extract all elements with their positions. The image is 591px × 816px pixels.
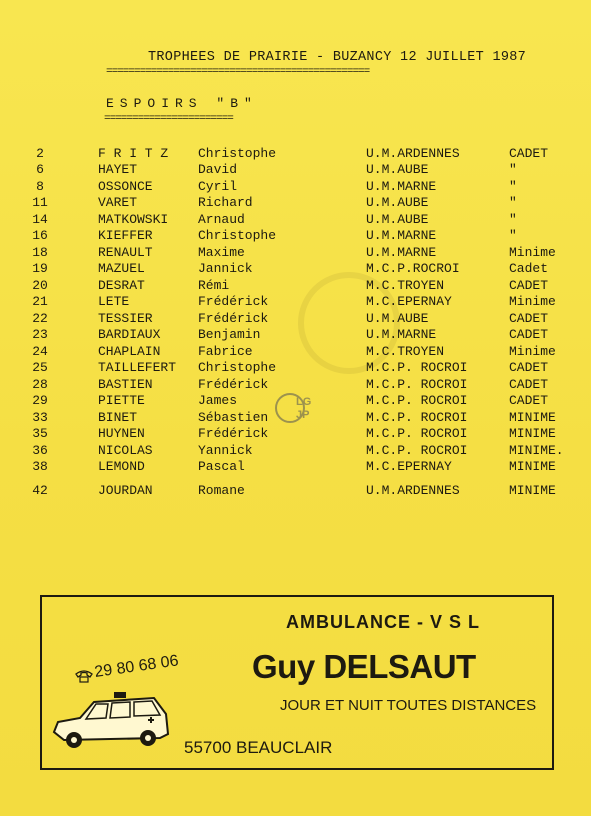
rider-last-name: BARDIAUX [98, 327, 161, 342]
rider-last-name: LETE [98, 294, 130, 309]
rider-last-name: VARET [98, 195, 138, 210]
rider-number: 2 [36, 146, 44, 161]
result-row [0, 195, 591, 211]
result-row [0, 245, 591, 261]
rider-number: 23 [32, 327, 48, 342]
rider-last-name: TAILLEFERT [98, 360, 177, 375]
rider-number: 35 [32, 426, 48, 441]
result-row [0, 311, 591, 327]
rider-category: CADET [509, 278, 549, 293]
rider-club: U.M.AUBE [366, 311, 429, 326]
result-row [0, 443, 591, 459]
rider-first-name: Christophe [198, 360, 277, 375]
rider-category: Minime [509, 344, 556, 359]
rider-first-name: Maxime [198, 245, 245, 260]
rider-first-name: Rémi [198, 278, 230, 293]
rider-club: U.M.ARDENNES [366, 146, 460, 161]
rider-first-name: Frédérick [198, 311, 269, 326]
rider-first-name: Frédérick [198, 426, 269, 441]
rider-first-name: Sébastien [198, 410, 269, 425]
rider-first-name: Fabrice [198, 344, 253, 359]
rider-number: 24 [32, 344, 48, 359]
rider-category: CADET [509, 377, 549, 392]
rider-category: Cadet [509, 261, 549, 276]
rider-club: U.M.ARDENNES [366, 483, 460, 498]
rider-category: Minime [509, 245, 556, 260]
telephone-icon [74, 668, 94, 684]
result-row [0, 426, 591, 442]
section-underline: ======================= [104, 113, 233, 125]
rider-first-name: Frédérick [198, 377, 269, 392]
rider-last-name: BASTIEN [98, 377, 153, 392]
rider-club: U.M.AUBE [366, 162, 429, 177]
rider-last-name: DESRAT [98, 278, 145, 293]
rider-category: MINIME [509, 459, 556, 474]
rider-category: " [509, 212, 517, 227]
rider-last-name: KIEFFER [98, 228, 153, 243]
result-row [0, 146, 591, 162]
rider-number: 33 [32, 410, 48, 425]
rider-last-name: HUYNEN [98, 426, 145, 441]
rider-number: 21 [32, 294, 48, 309]
rider-first-name: Christophe [198, 228, 277, 243]
ad-company-name: Guy DELSAUT [252, 648, 476, 685]
ad-title: AMBULANCE - V S L [286, 612, 480, 632]
rider-number: 20 [32, 278, 48, 293]
rider-category: CADET [509, 327, 549, 342]
rider-first-name: Cyril [198, 179, 238, 194]
title-underline: =============================================== [106, 66, 370, 78]
rider-club: U.M.AUBE [366, 212, 429, 227]
rider-first-name: Richard [198, 195, 253, 210]
watermark-logo [270, 388, 322, 428]
rider-number: 38 [32, 459, 48, 474]
rider-category: CADET [509, 311, 549, 326]
rider-first-name: David [198, 162, 238, 177]
rider-category: CADET [509, 360, 549, 375]
ad-subtitle: JOUR ET NUIT TOUTES DISTANCES [280, 697, 537, 714]
rider-club: M.C.TROYEN [366, 278, 445, 293]
ad-phone-number: 29 80 68 06 [93, 652, 180, 682]
rider-number: 29 [32, 393, 48, 408]
rider-last-name: JOURDAN [98, 483, 153, 498]
rider-number: 28 [32, 377, 48, 392]
rider-last-name: F R I T Z [98, 146, 169, 161]
rider-first-name: Pascal [198, 459, 245, 474]
rider-first-name: Romane [198, 483, 245, 498]
rider-club: M.C.P. ROCROI [366, 410, 468, 425]
rider-club: M.C.P. ROCROI [366, 393, 468, 408]
rider-category: " [509, 162, 517, 177]
result-row [0, 278, 591, 294]
rider-last-name: RENAULT [98, 245, 153, 260]
rider-last-name: BINET [98, 410, 138, 425]
result-row [0, 212, 591, 228]
rider-club: M.C.P.ROCROI [366, 261, 460, 276]
rider-category: " [509, 195, 517, 210]
rider-club: M.C.P. ROCROI [366, 426, 468, 441]
rider-number: 25 [32, 360, 48, 375]
rider-club: U.M.MARNE [366, 245, 437, 260]
rider-first-name: James [198, 393, 238, 408]
rider-number: 36 [32, 443, 48, 458]
rider-first-name: Arnaud [198, 212, 245, 227]
page-title: TROPHEES DE PRAIRIE - BUZANCY 12 JUILLET 1987 [148, 50, 527, 65]
rider-number: 14 [32, 212, 48, 227]
rider-category: Minime [509, 294, 556, 309]
rider-club: U.M.MARNE [366, 327, 437, 342]
rider-category: " [509, 228, 517, 243]
result-row [0, 261, 591, 277]
rider-club: M.C.P. ROCROI [366, 377, 468, 392]
result-row [0, 459, 591, 475]
rider-first-name: Benjamin [198, 327, 261, 342]
rider-number: 11 [32, 195, 48, 210]
result-row [0, 294, 591, 310]
section-heading: ESPOIRS "B" [106, 96, 258, 111]
result-row [0, 179, 591, 195]
rider-club: M.C.EPERNAY [366, 294, 452, 309]
result-row [0, 360, 591, 376]
rider-category: MINIME [509, 426, 556, 441]
result-row [0, 228, 591, 244]
rider-category: MINIME [509, 410, 556, 425]
svg-text:LG: LG [296, 396, 312, 408]
rider-number: 8 [36, 179, 44, 194]
result-row [0, 344, 591, 360]
rider-last-name: PIETTE [98, 393, 145, 408]
rider-first-name: Christophe [198, 146, 277, 161]
rider-last-name: MAZUEL [98, 261, 145, 276]
rider-number: 18 [32, 245, 48, 260]
rider-first-name: Yannick [198, 443, 253, 458]
rider-number: 16 [32, 228, 48, 243]
rider-last-name: OSSONCE [98, 179, 153, 194]
rider-number: 6 [36, 162, 44, 177]
rider-first-name: Frédérick [198, 294, 269, 309]
rider-number: 22 [32, 311, 48, 326]
result-row [0, 327, 591, 343]
rider-club: M.C.EPERNAY [366, 459, 452, 474]
rider-number: 42 [32, 483, 48, 498]
rider-category: MINIME [509, 483, 556, 498]
rider-last-name: MATKOWSKI [98, 212, 169, 227]
rider-club: U.M.MARNE [366, 179, 437, 194]
ambulance-icon [50, 684, 174, 756]
ad-city: 55700 BEAUCLAIR [184, 738, 333, 757]
rider-last-name: CHAPLAIN [98, 344, 161, 359]
rider-last-name: NICOLAS [98, 443, 153, 458]
rider-last-name: LEMOND [98, 459, 145, 474]
rider-club: M.C.P. ROCROI [366, 443, 468, 458]
rider-club: U.M.AUBE [366, 195, 429, 210]
rider-club: M.C.TROYEN [366, 344, 445, 359]
rider-last-name: TESSIER [98, 311, 153, 326]
rider-first-name: Jannick [198, 261, 253, 276]
rider-category: CADET [509, 146, 549, 161]
rider-category: CADET [509, 393, 549, 408]
rider-last-name: HAYET [98, 162, 138, 177]
rider-club: U.M.MARNE [366, 228, 437, 243]
svg-text:JP: JP [296, 409, 310, 421]
result-row [0, 483, 591, 499]
rider-category: MINIME. [509, 443, 564, 458]
rider-club: M.C.P. ROCROI [366, 360, 468, 375]
rider-category: " [509, 179, 517, 194]
result-row [0, 162, 591, 178]
rider-number: 19 [32, 261, 48, 276]
